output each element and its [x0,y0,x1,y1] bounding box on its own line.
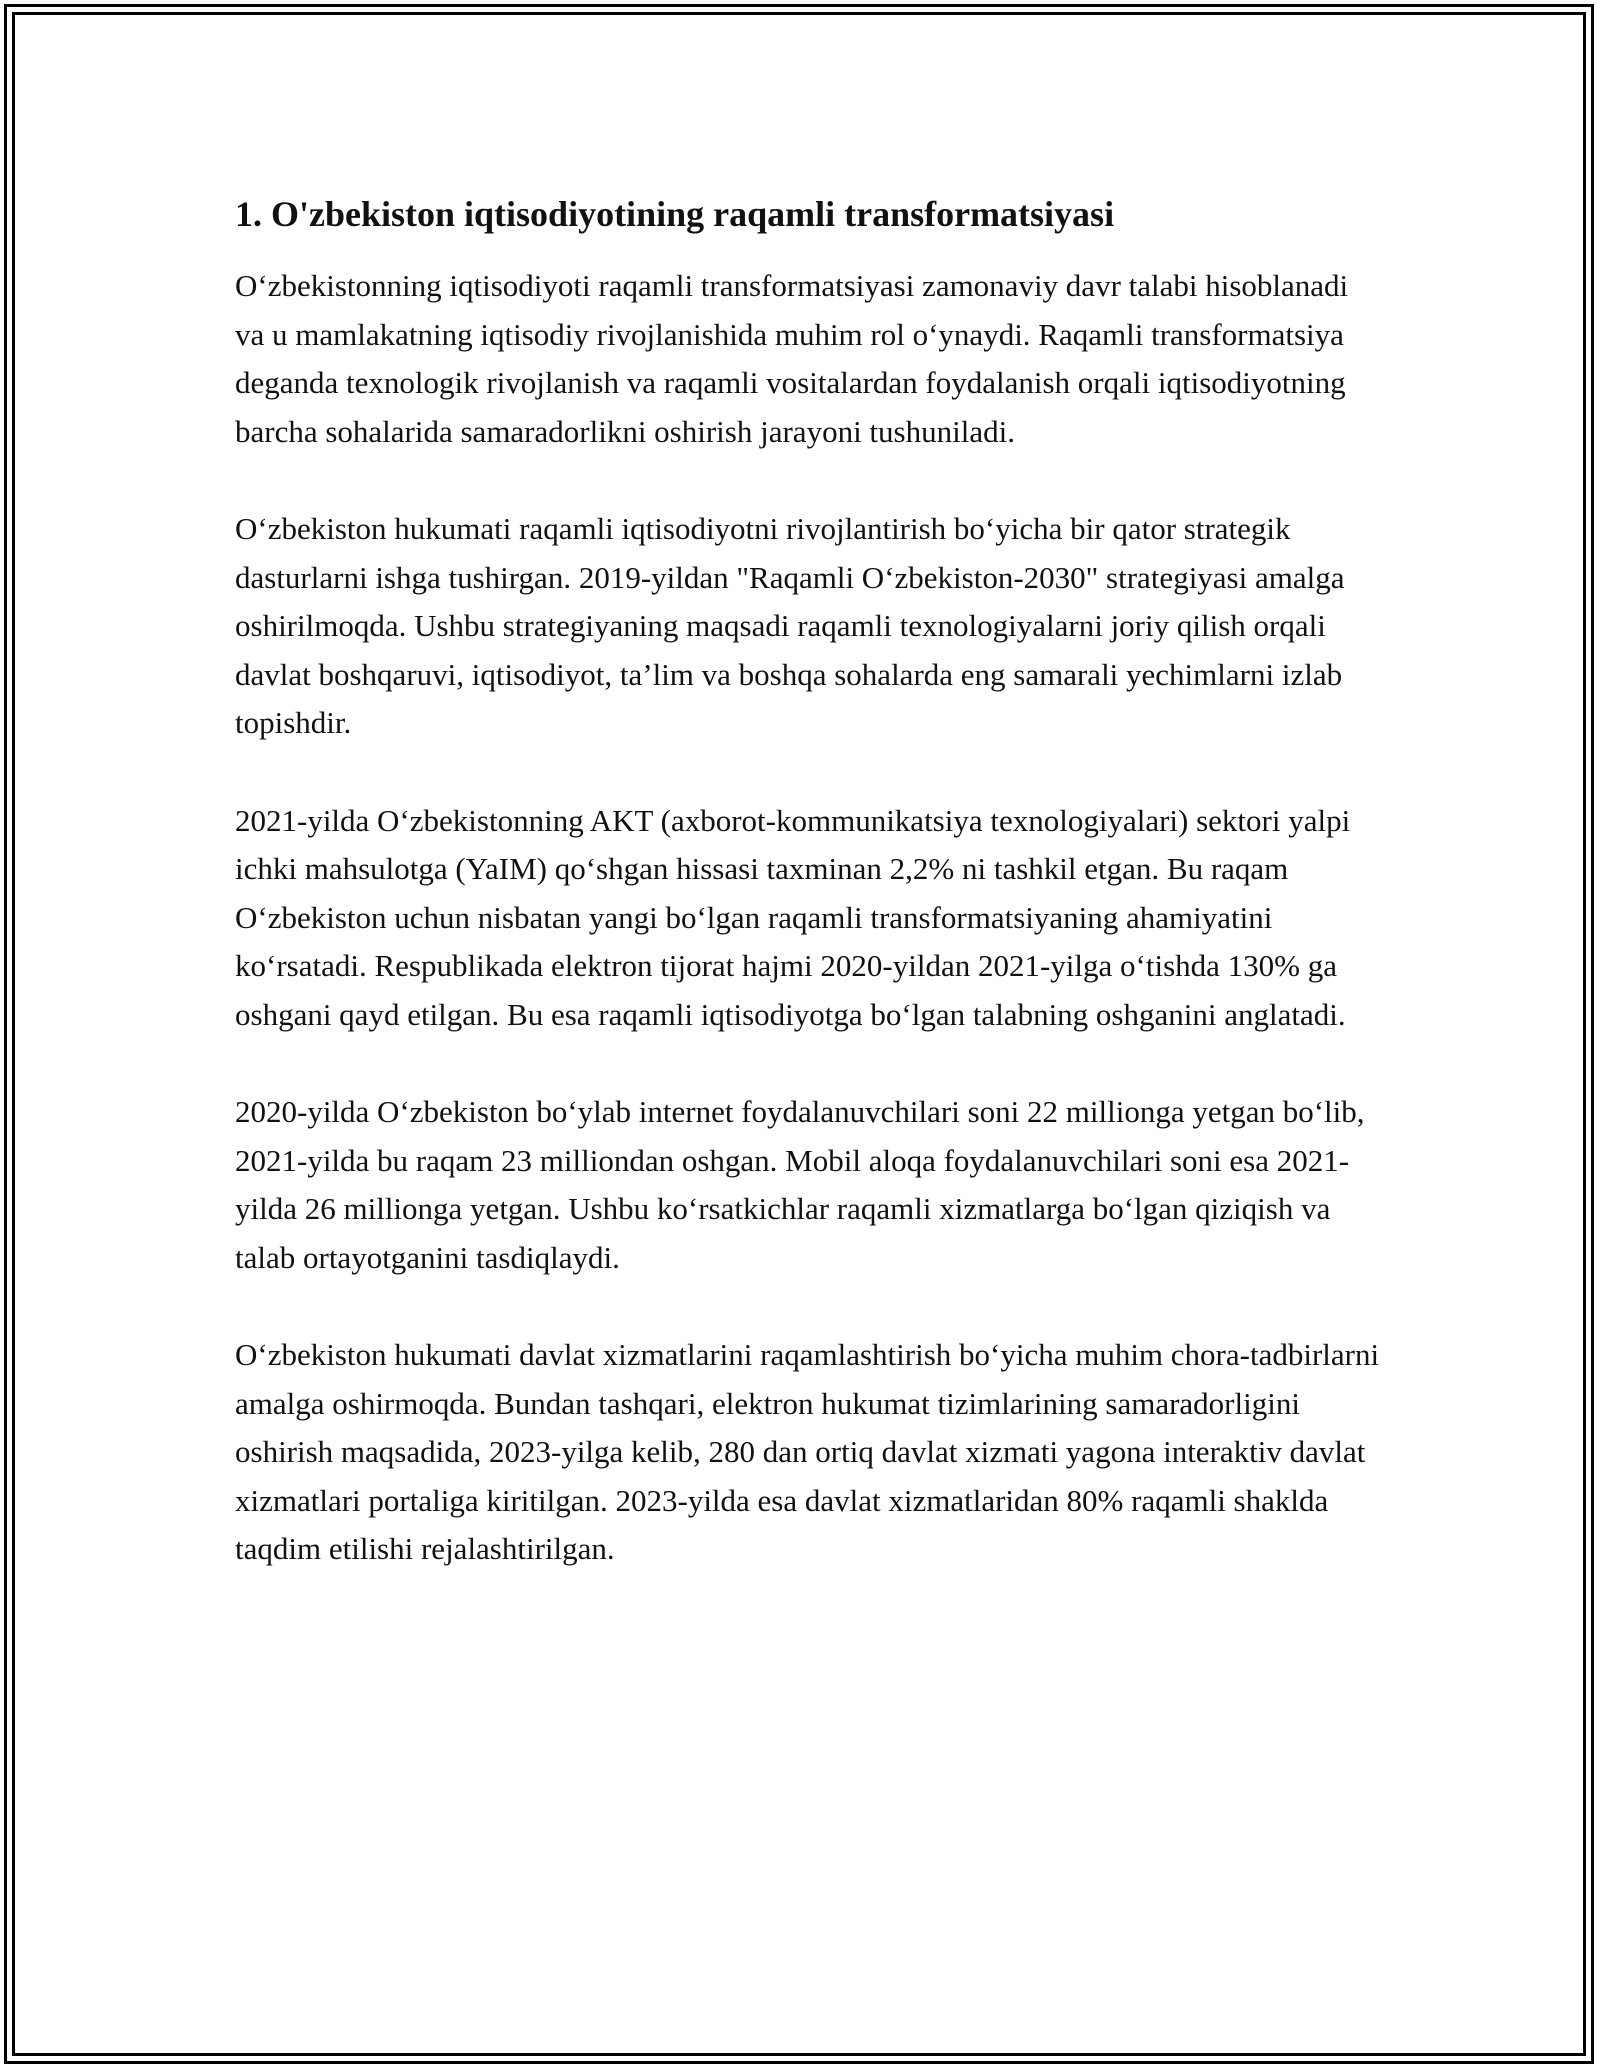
paragraph-2: O‘zbekiston hukumati raqamli iqtisodiyotni rivojlantirish bo‘yicha bir qator strategik dasturlarni ishga tushirgan. 2019-yildan "Raqamli O‘zbekiston-2030" strategiyasi amalga oshirilmoqda. Ushbu strategiyaning maqsadi raqamli texnologiyalarni joriy qilish orqali davlat boshqaruvi, iqtisodiyot, ta’lim va boshqa sohalarda eng samarali yechimlarni izlab topishdir. [235,511,1345,740]
paragraph-5: O‘zbekiston hukumati davlat xizmatlarini raqamlashtirish bo‘yicha muhim chora-tadbirlarni amalga oshirmoqda. Bundan tashqari, elektron hukumat tizimlarining samaradorligini oshirish maqsadida, 2023-yilga kelib, 280 dan ortiq davlat xizmati yagona interaktiv davlat xizmatlari portaliga kiritilgan. 2023-yilda esa davlat xizmatlaridan 80% raqamli shaklda taqdim etilishi rejalashtirilgan. [235,1337,1380,1566]
section-heading: 1. O'zbekiston iqtisodiyotining raqamli transformatsiyasi [235,194,1115,234]
document-body [235,186,1385,1623]
paragraph-1: O‘zbekistonning iqtisodiyoti raqamli transformatsiyasi zamonaviy davr talabi hisoblanadi va u mamlakatning iqtisodiy rivojlanishida muhim rol o‘ynaydi. Raqamli transformatsiya deganda texnologik rivojlanish va raqamli vositalardan foydalanish orqali iqtisodiyotning barcha sohalarida samaradorlikni oshirish jarayoni tushuniladi. [235,268,1349,449]
paragraph-4: 2020-yilda O‘zbekiston bo‘ylab internet foydalanuvchilari soni 22 millionga yetgan bo‘lib, 2021-yilda bu raqam 23 milliondan oshgan. Mobil aloqa foydalanuvchilari soni esa 2021-yilda 26 millionga yetgan. Ushbu ko‘rsatkichlar raqamli xizmatlarga bo‘lgan qiziqish va talab ortayotganini tasdiqlaydi. [235,1094,1365,1275]
paragraph-3: 2021-yilda O‘zbekistonning AKT (axborot-kommunikatsiya texnologiyalari) sektori yalpi ichki mahsulotga (YaIM) qo‘shgan hissasi taxminan 2,2% ni tashkil etgan. Bu raqam O‘zbekiston uchun nisbatan yangi bo‘lgan raqamli transformatsiyaning ahamiyatini ko‘rsatadi. Respublikada elektron tijorat hajmi 2020-yildan 2021-yilga o‘tishda 130% ga oshgani qayd etilgan. Bu esa raqamli iqtisodiyotga bo‘lgan talabning oshganini anglatadi. [235,802,1351,1032]
